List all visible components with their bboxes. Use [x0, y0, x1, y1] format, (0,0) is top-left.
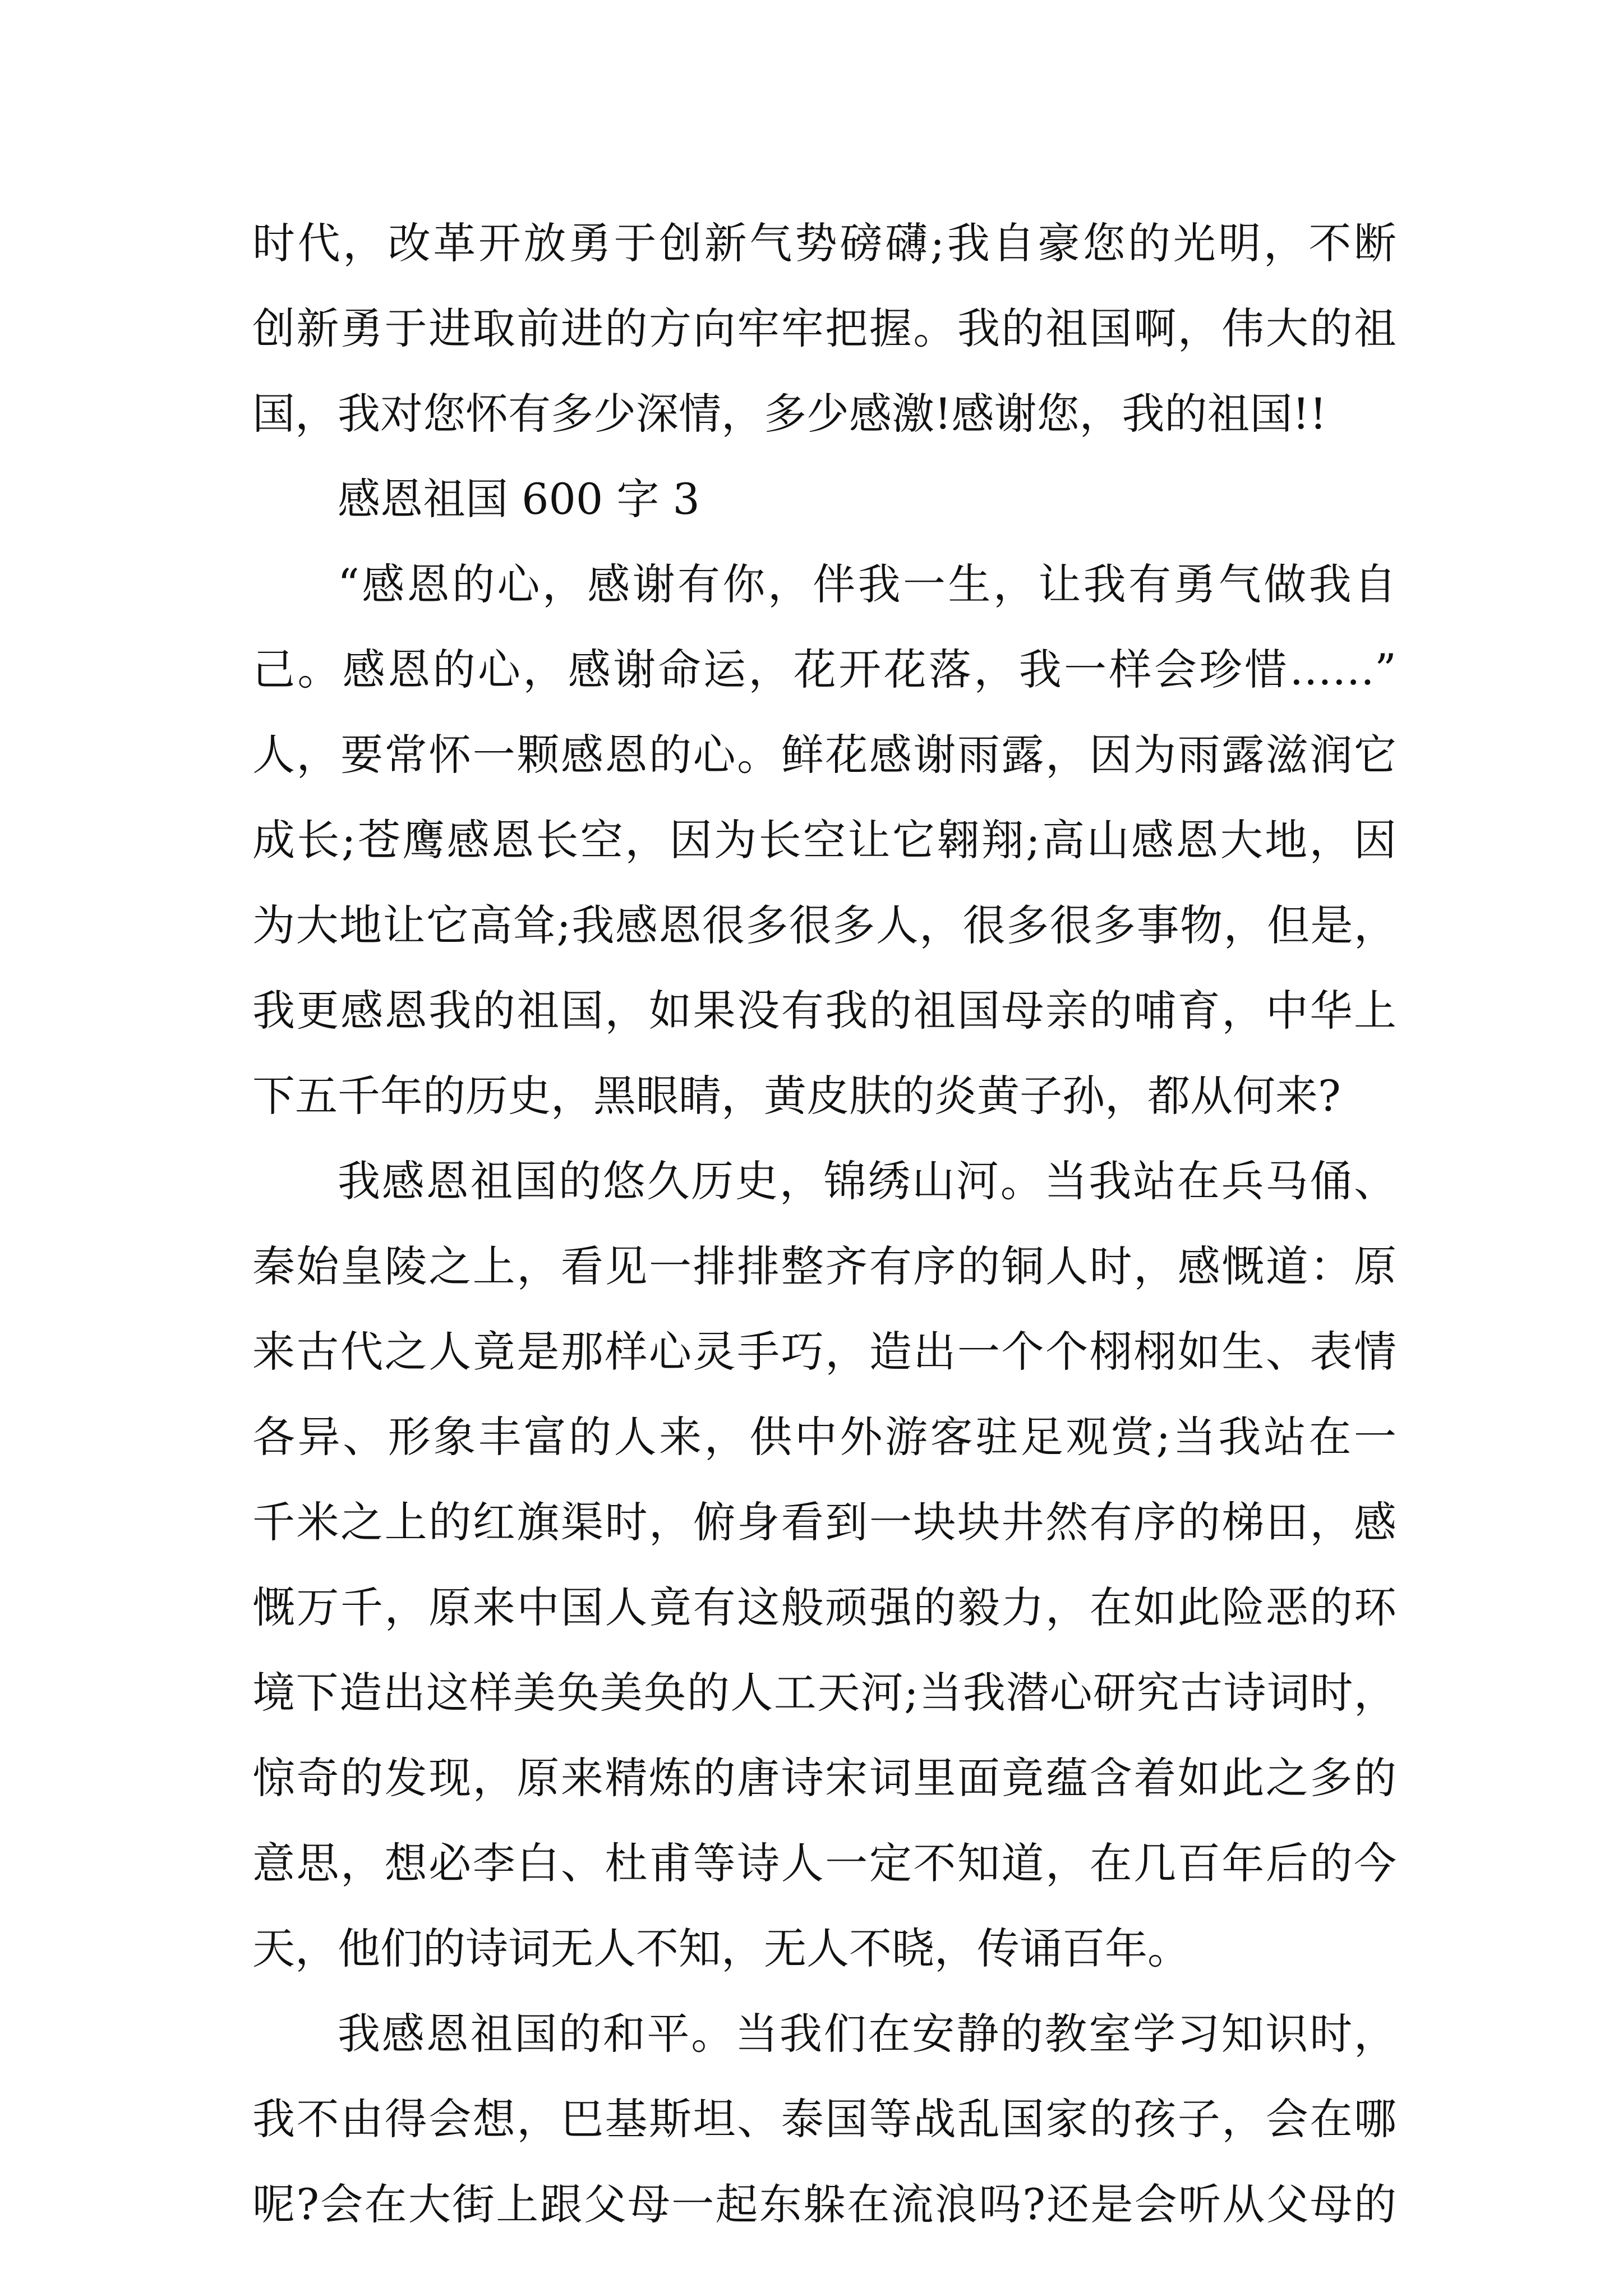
text-line: “感恩的心，感谢有你，伴我一生，让我有勇气做我自	[338, 559, 1396, 609]
text-line: 呢?会在大街上跟父母一起东躲在流浪吗?还是会听从父母的	[252, 2179, 1396, 2229]
text-line: 惊奇的发现，原来精炼的唐诗宋词里面竟蕴含着如此之多的	[252, 1753, 1396, 1803]
text-line: 我不由得会想，巴基斯坦、泰国等战乱国家的孩子，会在哪	[252, 2094, 1396, 2144]
section-heading: 感恩祖国 600 字 3	[338, 474, 700, 524]
text-line: 创新勇于进取前进的方向牢牢把握。我的祖国啊，伟大的祖	[252, 303, 1396, 353]
text-line: 各异、形象丰富的人来，供中外游客驻足观赏;当我站在一	[252, 1412, 1396, 1462]
text-line: 下五千年的历史，黑眼睛，黄皮肤的炎黄子孙，都从何来?	[252, 1071, 1341, 1121]
text-line: 来古代之人竟是那样心灵手巧，造出一个个栩栩如生、表情	[252, 1327, 1396, 1377]
text-line: 人，要常怀一颗感恩的心。鲜花感谢雨露，因为雨露滋润它	[252, 730, 1396, 780]
text-line: 时代，改革开放勇于创新气势磅礴;我自豪您的光明，不断	[252, 218, 1396, 268]
text-line: 境下造出这样美奂美奂的人工天河;当我潜心研究古诗词时，	[252, 1668, 1396, 1718]
text-line: 成长;苍鹰感恩长空，因为长空让它翱翔;高山感恩大地，因	[252, 815, 1396, 865]
text-line: 意思，想必李白、杜甫等诗人一定不知道，在几百年后的今	[252, 1838, 1396, 1888]
text-line: 国，我对您怀有多少深情，多少感激!感谢您，我的祖国!!	[252, 389, 1327, 439]
text-line: 慨万千，原来中国人竟有这般顽强的毅力，在如此险恶的环	[252, 1582, 1396, 1632]
text-line: 千米之上的红旗渠时，俯身看到一块块井然有序的梯田，感	[252, 1497, 1396, 1547]
text-line: 我感恩祖国的悠久历史，锦绣山河。当我站在兵马俑、	[338, 1156, 1396, 1206]
text-line: 我感恩祖国的和平。当我们在安静的教室学习知识时，	[338, 2009, 1396, 2059]
text-line: 我更感恩我的祖国，如果没有我的祖国母亲的哺育，中华上	[252, 986, 1396, 1036]
text-line: 为大地让它高耸;我感恩很多很多人，很多很多事物，但是，	[252, 900, 1396, 950]
text-line: 己。感恩的心，感谢命运，花开花落，我一样会珍惜……”	[252, 645, 1396, 694]
text-line: 秦始皇陵之上，看见一排排整齐有序的铜人时，感慨道：原	[252, 1241, 1396, 1291]
text-line: 天，他们的诗词无人不知，无人不晓，传诵百年。	[252, 1924, 1190, 1973]
